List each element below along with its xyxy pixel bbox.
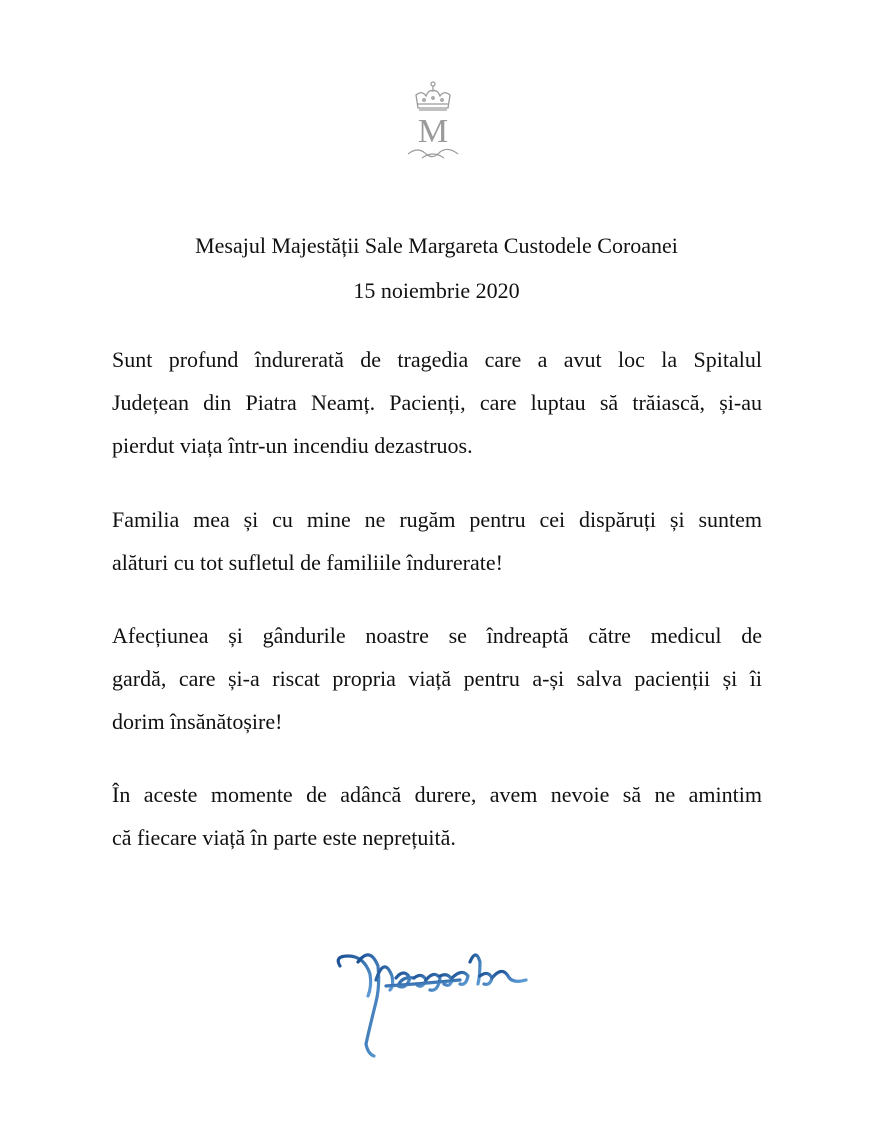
letter-date: 15 noiembrie 2020	[353, 278, 520, 303]
paragraph-line: că fiecare viață în parte este neprețuită.	[112, 825, 456, 850]
paragraph-3	[112, 614, 762, 743]
royal-monogram-emblem	[404, 80, 462, 164]
monogram-flourish	[408, 149, 458, 158]
paragraph-2	[112, 498, 762, 584]
letter-title: Mesajul Majestății Sale Margareta Custodele Coroanei	[195, 233, 678, 258]
paragraph-line: pierdut viața într-un incendiu dezastruos.	[112, 433, 473, 458]
paragraph-line: Sunt profund îndurerată de tragedia care a avut loc la Spitalul	[112, 347, 762, 372]
paragraph-line: Afecțiunea și gândurile noastre se îndreaptă către medicul de	[112, 623, 762, 648]
paragraph-line: În aceste momente de adâncă durere, avem nevoie să ne amintim	[112, 782, 762, 807]
paragraph-line: alături cu tot sufletul de familiile îndurerate!	[112, 550, 503, 575]
paragraph-line: Familia mea și cu mine ne rugăm pentru cei dispăruți și suntem	[112, 507, 762, 532]
paragraph-1	[112, 338, 762, 467]
paragraph-4	[112, 773, 762, 859]
monogram-letter: M	[417, 113, 449, 150]
crown-icon	[416, 82, 450, 110]
paragraph-line: dorim însănătoșire!	[112, 709, 283, 734]
paragraph-line: gardă, care și-a riscat propria viață pentru a-și salva pacienții și îi	[112, 666, 762, 691]
handwritten-signature	[330, 926, 540, 1066]
paragraph-line: Județean din Piatra Neamț. Pacienți, care luptau să trăiască, și-au	[112, 390, 762, 415]
